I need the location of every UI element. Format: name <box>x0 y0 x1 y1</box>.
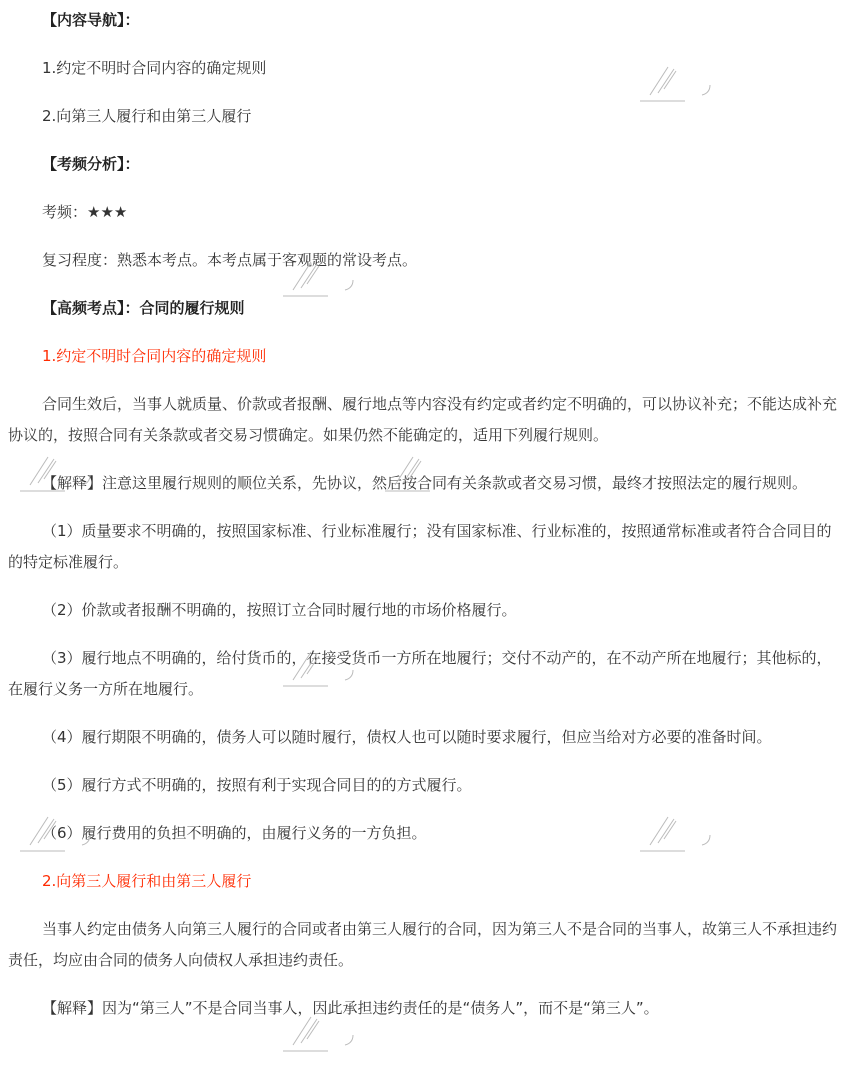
section1-title: 1.约定不明时合同内容的确定规则 <box>42 347 267 365</box>
section2-title: 2.向第三人履行和由第三人履行 <box>42 872 252 890</box>
section1-intro: 合同生效后，当事人就质量、价款或者报酬、履行地点等内容没有约定或者约定不明确的，可以协议补充；不能达成补充协议的，按照合同有关条款或者交易习惯确定。如果仍然不能确定的，适用下列履行规则。 <box>8 395 838 444</box>
rule-1: （1）质量要求不明确的，按照国家标准、行业标准履行；没有国家标准、行业标准的，按照通常标准或者符合合同目的的特定标准履行。 <box>8 522 832 571</box>
freq-heading: 【考频分析】： <box>42 155 140 173</box>
nav-item-1: 1.约定不明时合同内容的确定规则 <box>42 59 267 77</box>
rule-6: （6）履行费用的负担不明确的，由履行义务的一方负担。 <box>42 824 427 842</box>
review-level: 复习程度：熟悉本考点。本考点属于客观题的常设考点。 <box>42 251 418 269</box>
nav-item-2: 2.向第三人履行和由第三人履行 <box>42 107 252 125</box>
nav-heading: 【内容导航】： <box>42 11 140 29</box>
key-heading: 【高频考点】：合同的履行规则 <box>42 299 245 317</box>
section2-intro: 当事人约定由债务人向第三人履行的合同或者由第三人履行的合同，因为第三人不是合同的当事人，故第三人不承担违约责任，均应由合同的债务人向债权人承担违约责任。 <box>8 920 838 969</box>
frequency-rating: 考频：★★★ <box>42 203 128 221</box>
rule-5: （5）履行方式不明确的，按照有利于实现合同目的的方式履行。 <box>42 776 472 794</box>
section1-explain: 【解释】注意这里履行规则的顺位关系，先协议，然后按合同有关条款或者交易习惯，最终才按照法定的履行规则。 <box>42 474 808 492</box>
section2-explain: 【解释】因为“第三人”不是合同当事人，因此承担违约责任的是“债务人”，而不是“第三人”。 <box>42 999 659 1017</box>
rule-2: （2）价款或者报酬不明确的，按照订立合同时履行地的市场价格履行。 <box>42 601 517 619</box>
rule-4: （4）履行期限不明确的，债务人可以随时履行，债权人也可以随时要求履行，但应当给对方必要的准备时间。 <box>42 728 772 746</box>
rule-3: （3）履行地点不明确的，给付货币的，在接受货币一方所在地履行；交付不动产的，在不动产所在地履行；其他标的，在履行义务一方所在地履行。 <box>8 649 832 698</box>
